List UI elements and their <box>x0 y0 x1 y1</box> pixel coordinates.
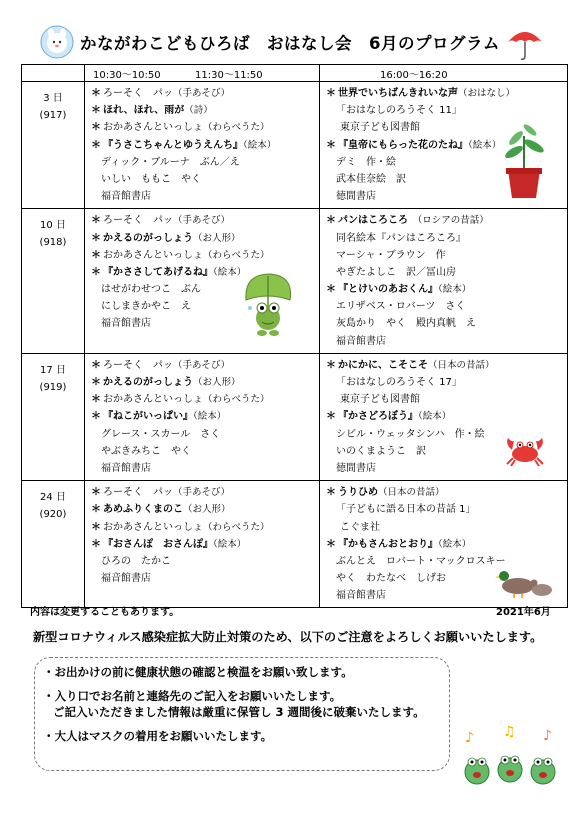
program-detail <box>326 247 561 264</box>
program-detail <box>326 298 561 315</box>
item-type: （わらべうた） <box>203 122 270 134</box>
item-type: （お人形） <box>193 377 241 388</box>
item-title: 福音館書店 <box>101 191 151 203</box>
item-title: 福音館書店 <box>101 573 151 585</box>
svg-text:♪: ♪ <box>465 730 474 746</box>
item-title: グレース・スカール さく <box>101 428 221 440</box>
item-type: （手あそび） <box>173 215 231 227</box>
precautions-box <box>34 657 450 771</box>
session-code: (919) <box>39 381 67 393</box>
program-detail <box>326 501 561 518</box>
item-type: （手あそび） <box>173 88 231 99</box>
day-label: 24 日 <box>40 492 66 504</box>
bullet-star: ＊ <box>91 394 101 406</box>
day-label: 10 日 <box>40 220 66 232</box>
item-title: 「子どもに語る日本の昔話 1」 <box>336 504 476 516</box>
time-a: 10:30～10:50 <box>93 70 161 81</box>
item-title: パンはころころ <box>338 215 408 227</box>
frog-leaf-icon <box>240 270 296 342</box>
precaution-mask: ・大人はマスクの着用をお願いいたします。 <box>43 729 273 743</box>
item-type: （日本の昔話） <box>428 359 495 371</box>
program-item <box>91 247 313 264</box>
program-detail <box>326 264 561 281</box>
singing-frogs-icon <box>455 722 565 794</box>
item-title: ぶんとえ ロバート・マックロスキー <box>336 555 506 567</box>
program-detail <box>91 426 313 443</box>
umbrella-icon <box>505 26 545 62</box>
item-title: 『おさんぽ おさんぽ』 <box>103 538 213 550</box>
item-type: （手あそび） <box>173 359 231 371</box>
program-detail <box>326 519 561 536</box>
item-title: あめふりくまのこ <box>103 504 183 516</box>
program-detail <box>326 102 561 119</box>
program-detail <box>326 374 561 391</box>
item-title: おかあさんといっしょ <box>103 394 203 406</box>
item-title: 徳間書店 <box>336 191 376 203</box>
item-title: やぎたよしこ 訳／冨山房 <box>336 266 456 278</box>
precaution-contact-info: ・入り口でお名前と連絡先のご記入をお願いいたします。 <box>43 689 342 703</box>
item-title: 『かささしてあげるね』 <box>103 266 213 278</box>
item-type: （絵本） <box>213 538 247 550</box>
bullet-star: ＊ <box>91 266 101 278</box>
item-type: （お人形） <box>183 504 231 516</box>
program-detail <box>326 391 561 408</box>
item-type: （絵本） <box>193 411 227 423</box>
bullet-star: ＊ <box>326 139 336 151</box>
program-item <box>91 212 313 229</box>
program-detail <box>91 460 313 477</box>
time-header-right <box>320 65 568 82</box>
svg-text:♫: ♫ <box>503 724 516 740</box>
item-title: マーシャ・ブラウン 作 <box>336 249 446 261</box>
item-title: 『とけいのあおくん』 <box>338 284 438 296</box>
bullet-star: ＊ <box>91 359 101 371</box>
time-c: 16:00～16:20 <box>380 70 448 81</box>
precaution-health-check: ・お出かけの前に健康状態の確認と検温をお願い致します。 <box>43 665 353 679</box>
item-title: ディック・ブルーナ ぶん／え <box>101 156 240 168</box>
bullet-star: ＊ <box>91 249 101 261</box>
item-title: 福音館書店 <box>336 590 386 602</box>
potted-plant-icon <box>496 118 552 200</box>
program-item <box>91 357 313 374</box>
item-title: ろーそく パッ <box>103 359 173 371</box>
item-title: おかあさんといっしょ <box>103 249 203 261</box>
bullet-star: ＊ <box>326 88 336 99</box>
item-title: 福音館書店 <box>101 462 151 474</box>
day-label: 3 日 <box>43 93 63 104</box>
bullet-star: ＊ <box>91 521 101 533</box>
item-type: （絵本） <box>418 411 452 423</box>
bullet-star: ＊ <box>326 215 336 227</box>
program-detail <box>91 570 313 587</box>
program-item <box>326 212 561 229</box>
program-detail <box>326 333 561 350</box>
bullet-star: ＊ <box>91 487 101 499</box>
program-item <box>91 408 313 425</box>
bullet-star: ＊ <box>91 411 101 423</box>
day-label: 17 日 <box>40 364 66 376</box>
program-item <box>326 281 561 298</box>
table-header-row <box>22 65 568 82</box>
ducks-icon <box>494 562 560 600</box>
session-code: (920) <box>39 509 67 521</box>
precaution-data-retention: ご記入いただきました情報は厳重に保管し 3 週間後に破棄いたします。 <box>53 705 425 719</box>
item-title: こぐま社 <box>340 521 380 533</box>
item-title: ひろの たかこ <box>101 555 171 567</box>
program-item <box>91 230 313 247</box>
program-detail <box>91 188 313 205</box>
item-title: はせがわせつこ ぶん <box>101 284 201 296</box>
table-row <box>22 82 568 209</box>
bullet-star: ＊ <box>326 284 336 296</box>
session-code: (917) <box>39 110 67 121</box>
program-item <box>91 374 313 391</box>
covid-notice: 新型コロナウィルス感染症拡大防止対策のため、以下のご注意をよろしくお願いいたします。 <box>33 630 543 644</box>
change-note: 内容は変更することもあります。 <box>30 607 180 618</box>
item-title: 徳間書店 <box>336 462 376 474</box>
item-title: やぶきみちこ やく <box>101 445 191 457</box>
bullet-star: ＊ <box>326 411 336 423</box>
svg-text:♪: ♪ <box>543 728 552 744</box>
program-detail <box>91 553 313 570</box>
program-detail <box>91 154 313 171</box>
item-title: 『ねこがいっぱい』 <box>103 411 193 423</box>
item-title: かえるのがっしょう <box>103 232 193 244</box>
item-title: いのくまようこ 訳 <box>336 445 426 457</box>
item-title: 『うさこちゃんとゆうえんち』 <box>103 139 243 151</box>
item-title: 世界でいちばんきれいな声 <box>338 88 458 99</box>
program-item <box>91 484 313 501</box>
item-title: うりひめ <box>338 487 378 499</box>
item-title: おかあさんといっしょ <box>103 521 203 533</box>
item-title: 『かもさんおとおり』 <box>338 538 438 550</box>
item-title: 「おはなしのろうそく 11」 <box>336 105 462 117</box>
item-title: やく わたなべ しげお <box>336 573 446 585</box>
item-type: （わらべうた） <box>203 249 270 261</box>
item-type: （わらべうた） <box>203 394 270 406</box>
program-item <box>91 519 313 536</box>
page-title: かながわこどもひろば おはなし会 6月のプログラム <box>80 34 500 53</box>
table-row <box>22 481 568 608</box>
item-type: （絵本） <box>243 139 277 151</box>
program-item <box>326 357 561 374</box>
item-title: ほれ、ほれ、雨が <box>103 105 185 117</box>
morning-program-cell <box>85 353 320 480</box>
bullet-star: ＊ <box>91 122 101 134</box>
program-item <box>91 85 313 102</box>
item-title: 福音館書店 <box>101 318 151 330</box>
item-title: 同名絵本『パンはころころ』 <box>336 232 466 244</box>
item-type: （絵本） <box>468 139 502 151</box>
program-item <box>326 484 561 501</box>
item-title: エリザベス・ロバーツ さく <box>336 301 466 313</box>
item-title: 灰島かり やく 殿内真帆 え <box>336 318 476 330</box>
program-rows <box>22 82 568 608</box>
item-title: ろーそく パッ <box>103 487 173 499</box>
item-title: にしまきかやこ え <box>101 301 191 313</box>
program-item <box>91 119 313 136</box>
afternoon-program-cell <box>320 209 568 354</box>
item-type: （お人形） <box>193 232 241 244</box>
item-title: いしい ももこ やく <box>101 173 201 185</box>
item-type: （ロシアの昔話） <box>408 215 489 227</box>
item-title: 福音館書店 <box>336 335 386 347</box>
bullet-star: ＊ <box>91 232 101 244</box>
item-title: ろーそく パッ <box>103 215 173 227</box>
program-item <box>91 137 313 154</box>
item-type: （絵本） <box>213 266 247 278</box>
item-type: （おはなし） <box>458 88 516 99</box>
table-row <box>22 353 568 480</box>
program-item <box>91 102 313 119</box>
bullet-star: ＊ <box>91 105 101 117</box>
bullet-star: ＊ <box>91 139 101 151</box>
item-title: シビル・ウェッタシンハ 作・絵 <box>336 428 485 440</box>
item-type: （詩） <box>184 105 213 117</box>
program-item <box>91 391 313 408</box>
program-item <box>91 536 313 553</box>
morning-program-cell <box>85 82 320 209</box>
date-cell <box>22 82 85 209</box>
item-title: かにかに、こそこそ <box>338 359 428 371</box>
morning-program-cell <box>85 481 320 608</box>
program-detail <box>91 443 313 460</box>
program-item <box>91 501 313 518</box>
bullet-star: ＊ <box>326 487 336 499</box>
item-type: （手あそび） <box>173 487 231 499</box>
item-type: （絵本） <box>438 284 472 296</box>
date-cell <box>22 209 85 354</box>
bullet-star: ＊ <box>326 538 336 550</box>
item-title: 『かさどろぼう』 <box>338 411 418 423</box>
bullet-star: ＊ <box>326 359 336 371</box>
item-type: （わらべうた） <box>203 521 270 533</box>
item-title: 東京子ども図書館 <box>340 394 420 406</box>
item-title: 『皇帝にもらった花のたね』 <box>338 139 468 151</box>
item-title: 武本佳奈絵 訳 <box>336 173 406 185</box>
bullet-star: ＊ <box>91 538 101 550</box>
bullet-star: ＊ <box>91 377 101 388</box>
date-cell <box>22 481 85 608</box>
item-type: （日本の昔話） <box>378 487 445 499</box>
program-detail <box>326 315 561 332</box>
bullet-star: ＊ <box>91 504 101 516</box>
item-type: （絵本） <box>438 538 472 550</box>
item-title: デミ 作・絵 <box>336 156 396 168</box>
program-item <box>326 85 561 102</box>
item-title: かえるのがっしょう <box>103 377 193 388</box>
bullet-star: ＊ <box>91 88 101 99</box>
item-title: 「おはなしのろうそく 17」 <box>336 377 462 388</box>
bullet-star: ＊ <box>91 215 101 227</box>
date-cell <box>22 353 85 480</box>
program-detail <box>326 230 561 247</box>
session-code: (918) <box>39 237 67 249</box>
item-title: 東京子ども図書館 <box>340 122 420 134</box>
mascot-logo-icon <box>40 25 74 59</box>
time-header-left <box>85 65 320 82</box>
time-b: 11:30～11:50 <box>195 70 263 81</box>
program-item <box>326 536 561 553</box>
crab-icon <box>503 432 547 468</box>
issue-date: 2021年6月 <box>496 607 551 618</box>
program-item <box>326 408 561 425</box>
program-detail <box>91 171 313 188</box>
item-title: ろーそく パッ <box>103 88 173 99</box>
item-title: おかあさんといっしょ <box>103 122 203 134</box>
